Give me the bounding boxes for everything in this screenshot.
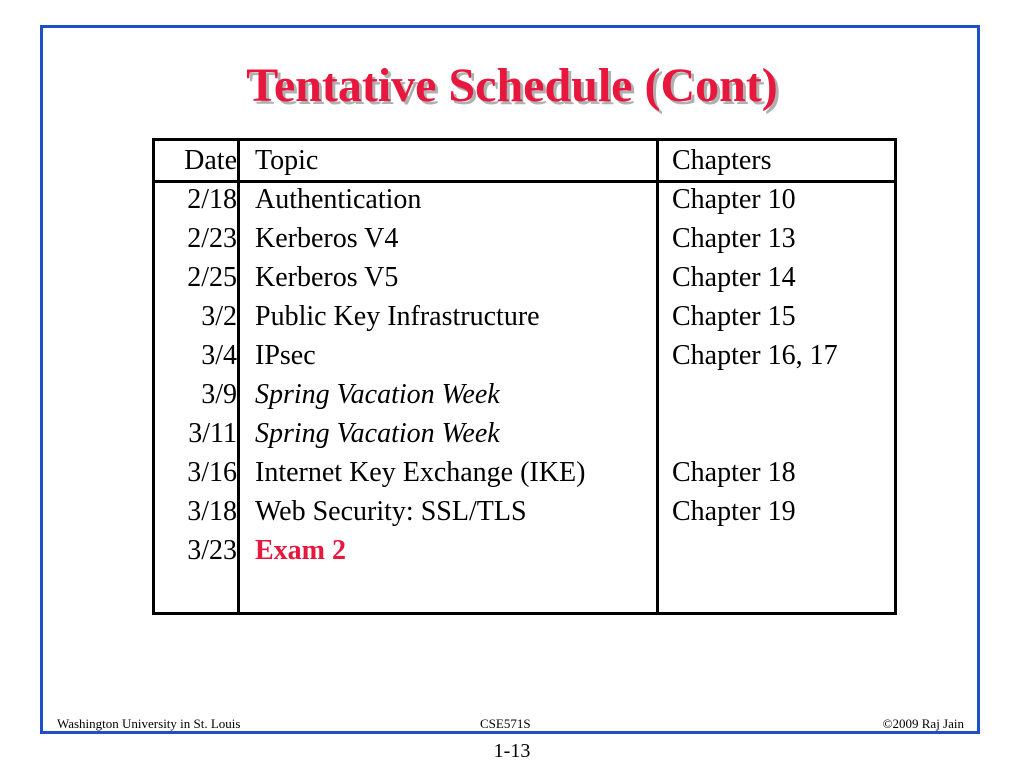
footer-university: Washington University in St. Louis <box>57 716 241 731</box>
row-date: 2/23 <box>187 223 237 254</box>
row-topic: Authentication <box>255 184 422 215</box>
date-column-divider <box>237 141 240 612</box>
header-topic: Topic <box>255 145 319 176</box>
topic-column-divider <box>656 141 659 612</box>
header-chapters: Chapters <box>672 145 772 176</box>
row-date: 2/25 <box>187 262 237 293</box>
footer-course: CSE571S <box>480 716 531 731</box>
schedule-table <box>152 138 897 615</box>
row-topic: Exam 2 <box>255 535 346 566</box>
page-number: 1-13 <box>493 740 531 762</box>
row-date: 3/4 <box>201 340 237 371</box>
row-chapters: Chapter 15 <box>672 301 796 332</box>
footer-copyright: ©2009 Raj Jain <box>882 716 964 731</box>
row-topic: Kerberos V5 <box>255 262 399 293</box>
row-date: 3/16 <box>187 457 237 488</box>
row-date: 3/23 <box>187 535 237 566</box>
row-date: 3/11 <box>188 418 237 449</box>
header-date: Date <box>184 145 237 176</box>
row-topic: Web Security: SSL/TLS <box>255 496 527 527</box>
row-date: 2/18 <box>187 184 237 215</box>
row-topic: Spring Vacation Week <box>255 418 500 449</box>
row-chapters: Chapter 10 <box>672 184 796 215</box>
row-chapters: Chapter 13 <box>672 223 796 254</box>
row-date: 3/9 <box>201 379 237 410</box>
slide-title: Tentative Schedule (Cont) <box>246 59 778 112</box>
row-chapters: Chapter 14 <box>672 262 796 293</box>
row-topic: Spring Vacation Week <box>255 379 500 410</box>
row-chapters: Chapter 16, 17 <box>672 340 838 371</box>
row-date: 3/2 <box>201 301 237 332</box>
row-chapters: Chapter 19 <box>672 496 796 527</box>
row-topic: Internet Key Exchange (IKE) <box>255 457 586 488</box>
row-topic: Public Key Infrastructure <box>255 301 540 332</box>
row-topic: Kerberos V4 <box>255 223 399 254</box>
row-topic: IPsec <box>255 340 316 371</box>
row-chapters: Chapter 18 <box>672 457 796 488</box>
row-date: 3/18 <box>187 496 237 527</box>
